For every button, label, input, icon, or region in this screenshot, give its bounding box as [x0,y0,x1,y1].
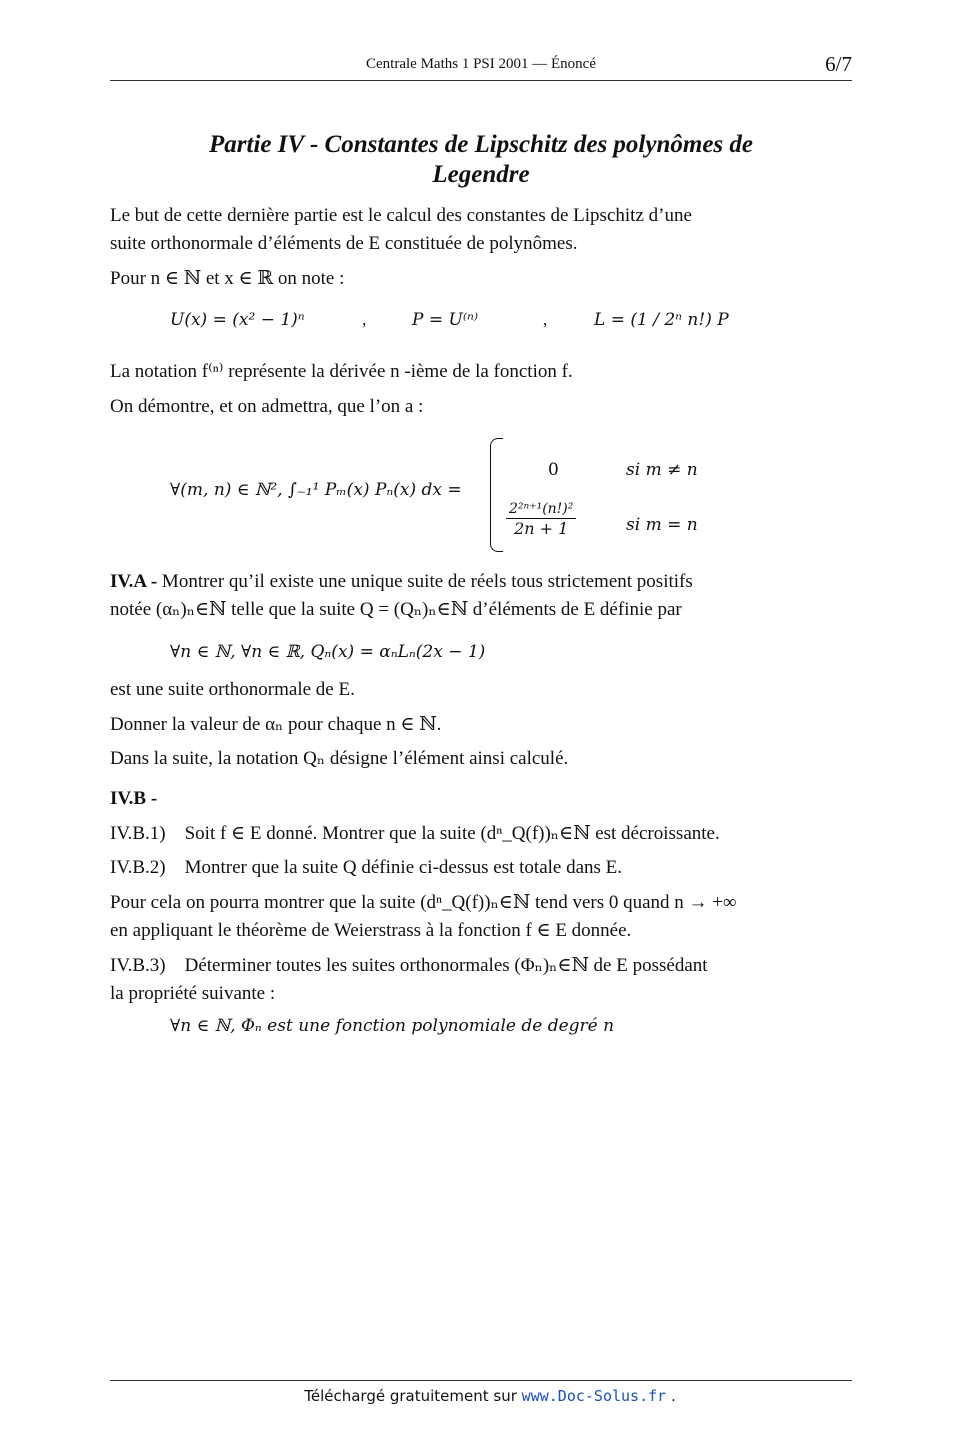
IVA-line5: Dans la suite, la notation Qₙ désigne l’élément ainsi calculé. [110,748,569,769]
IVA-line1 [110,568,852,596]
part-title-line1: Partie IV - Constantes de Lipschitz des polynômes de [209,131,753,158]
IVB2-line [110,854,852,882]
page-header [110,52,852,81]
intro-line1: Le but de cette dernière partie est le calcul des constantes de Lipschitz d’une [110,205,692,226]
footer-text: Téléchargé gratuitement sur [304,1387,517,1405]
IVA-line1-text: Montrer qu’il existe une unique suite de réels tous strictement positifs [161,571,693,592]
def-sep2: , [543,310,548,329]
intro-line2: suite orthonormale d’éléments de E constituée de polynômes. [110,233,578,254]
IVA-label: IV.A - [110,571,158,592]
def-sep1: , [362,310,367,329]
IVA-line2: notée (αₙ)ₙ∈ℕ telle que la suite Q = (Qₙ)ₙ∈ℕ d’éléments de E définie par [110,599,682,620]
notation-line: La notation f⁽ⁿ⁾ représente la dérivée n -ième de la fonction f. [110,361,573,382]
IVB-hint-line1: Pour cela on pourra montrer que la suite (dⁿ_Q(f))ₙ∈ℕ tend vers 0 quand n → +∞ [110,892,737,913]
pour-line: Pour n ∈ ℕ et x ∈ ℝ on note : [110,268,345,289]
case1-value: 0 [548,460,559,480]
page-number: 6/7 [825,52,852,76]
case2-denominator: 2n + 1 [514,519,569,538]
page-footer [0,1387,980,1405]
part-title [110,130,852,190]
IVA-line3: est une suite orthonormale de E. [110,679,355,700]
IVB1-line [110,820,852,848]
ortho-lhs: ∀(m, n) ∈ ℕ², ∫₋₁¹ Pₘ(x) Pₙ(x) dx = [170,480,462,500]
IVA-line4: Donner la valeur de αₙ pour chaque n ∈ ℕ. [110,714,442,735]
footer-link[interactable]: www.Doc-Solus.fr [521,1387,667,1405]
IVB3-line2: la propriété suivante : [110,983,276,1004]
IVB-hint-line2: en appliquant le théorème de Weierstrass à la fonction f ∈ E donnée. [110,920,632,941]
IVB3-line [110,952,852,980]
header-title: Centrale Maths 1 PSI 2001 — Énoncé [366,56,596,72]
def-P: P = U⁽ⁿ⁾ [412,310,479,330]
IVB2-text: Montrer que la suite Q définie ci-dessus est totale dans E. [184,857,623,878]
IVB2-label: IV.B.2) [110,857,166,878]
IVA-formula: ∀n ∈ ℕ, ∀n ∈ ℝ, Qₙ(x) = αₙLₙ(2x − 1) [170,642,486,662]
IVB3-label: IV.B.3) [110,955,166,976]
def-U: U(x) = (x² − 1)ⁿ [170,310,305,330]
IVB3-formula: ∀n ∈ ℕ, Φₙ est une fonction polynomiale de degré n [170,1016,615,1036]
cases-brace [490,438,503,552]
IVB1-text: Soit f ∈ E donné. Montrer que la suite (dⁿ_Q(f))ₙ∈ℕ est décroissante. [184,823,720,844]
IVB-label: IV.B - [110,788,158,809]
admit-line: On démontre, et on admettra, que l’on a : [110,396,424,417]
case1-condition: si m ≠ n [626,460,698,480]
case2-numerator: 2²ⁿ⁺¹(n!)² [506,500,576,519]
part-title-line2: Legendre [432,161,530,188]
IVB-label-line [110,785,852,813]
IVB3-text: Déterminer toutes les suites orthonormales (Φₙ)ₙ∈ℕ de E possédant [184,955,708,976]
footer-end: . [670,1387,676,1405]
def-L: L = (1 / 2ⁿ n!) P [594,310,729,330]
case2-fraction [506,500,576,539]
IVB1-label: IV.B.1) [110,823,166,844]
case2-condition: si m = n [626,515,698,535]
footer-rule [110,1380,852,1381]
